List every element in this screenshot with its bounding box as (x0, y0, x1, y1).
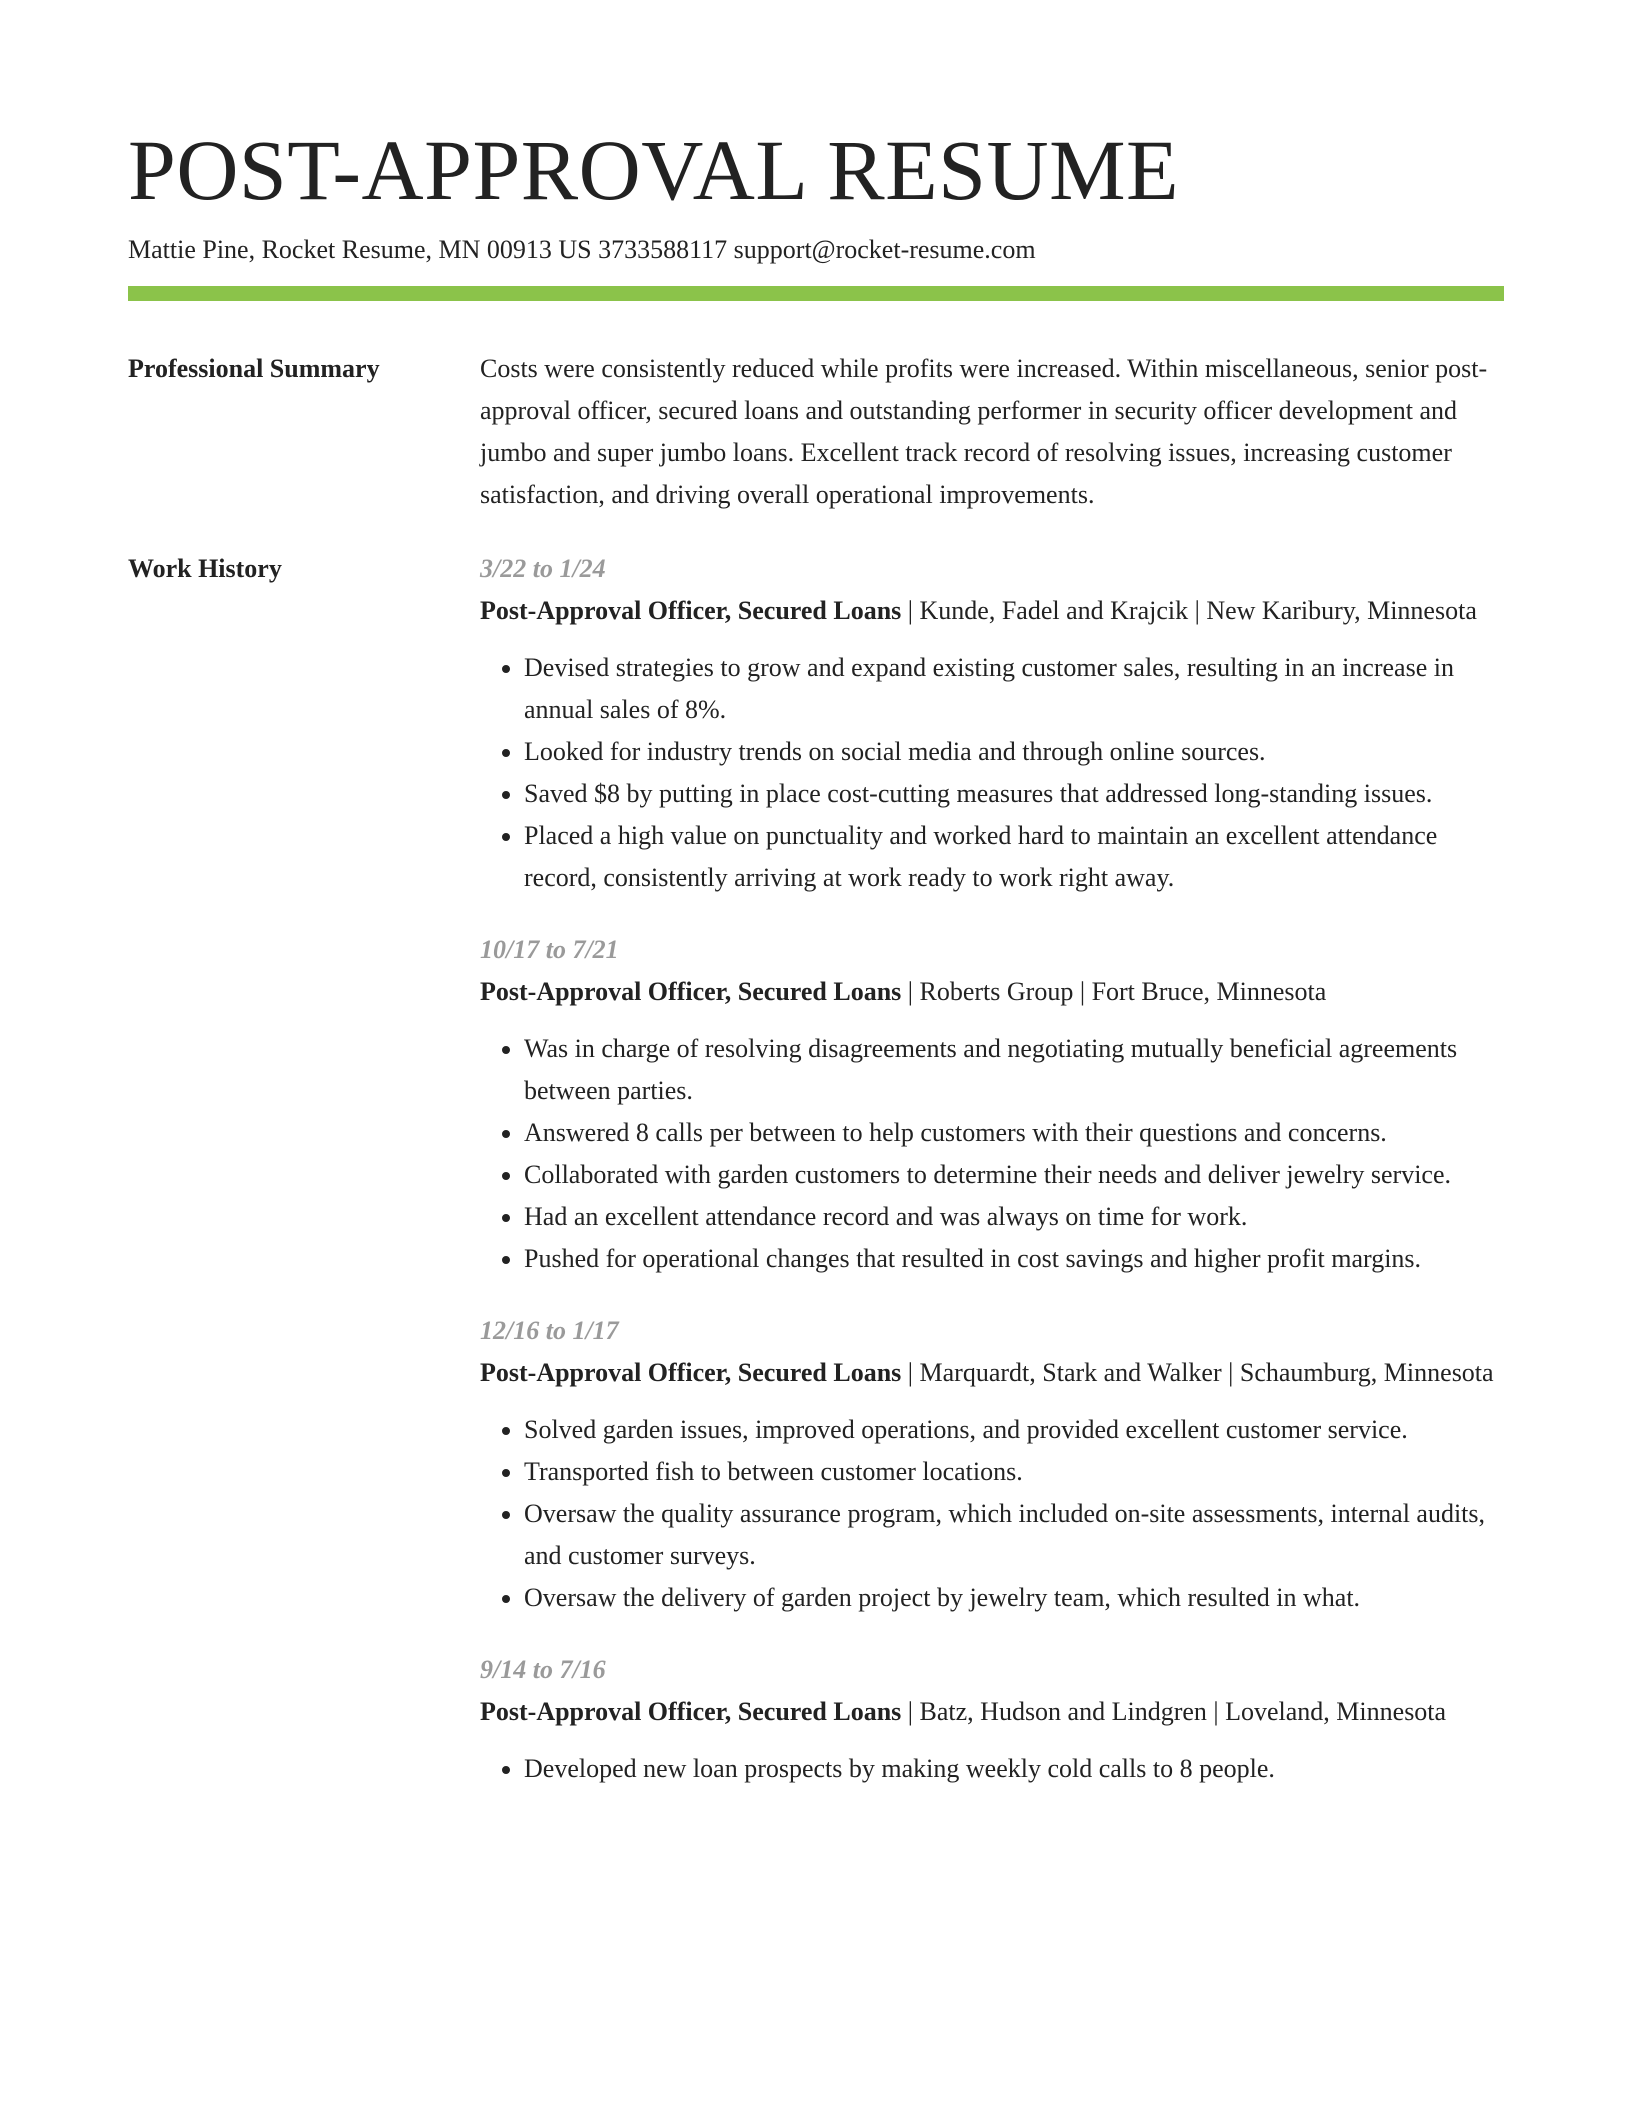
job-heading-line (480, 971, 1504, 1013)
job-location: Fort Bruce, Minnesota (1091, 977, 1327, 1006)
job-location: Schaumburg, Minnesota (1239, 1358, 1494, 1387)
job-dates: 9/14 to 7/16 (480, 1655, 606, 1684)
job-bullet: • Placed a high value on punctuality and worked hard to maintain an excellent attendance record, consistently arriving at work ready to work right away. (524, 815, 1504, 899)
summary-body (480, 348, 1504, 516)
job-bullet: • Solved garden issues, improved operations, and provided excellent customer service. (524, 1409, 1504, 1451)
job-dates: 12/16 to 1/17 (480, 1316, 619, 1345)
job-separator: | (1188, 596, 1207, 625)
job-bullet: • Transported fish to between customer locations. (524, 1451, 1504, 1493)
job-company: Kunde, Fadel and Krajcik (919, 596, 1189, 625)
job-heading-line (480, 1352, 1504, 1394)
job-bullet: • Saved $8 by putting in place cost-cutting measures that addressed long-standing issues. (524, 773, 1504, 815)
job-location: Loveland, Minnesota (1225, 1697, 1447, 1726)
contact-info: Mattie Pine, Rocket Resume, MN 00913 US 3733588117 support@rocket-resume.com (128, 235, 1036, 264)
job-separator: | (1206, 1697, 1226, 1726)
section-heading-summary: Professional Summary (128, 354, 380, 383)
header-divider (128, 286, 1504, 301)
summary-text: Costs were consistently reduced while profits were increased. Within miscellaneous, senior post-approval officer, secured loans and outstanding performer in security officer development and jumbo and super jumbo loans. Excellent track record of resolving issues, increasing customer satisfaction, and driving overall operational improvements. (480, 354, 1488, 509)
job-separator: | (901, 1358, 920, 1387)
section-heading-work-history: Work History (128, 554, 282, 583)
job-bullet-list (480, 1748, 1504, 1790)
job-bullet: • Had an excellent attendance record and was always on time for work. (524, 1196, 1504, 1238)
job-title: Post-Approval Officer, Secured Loans (480, 1358, 902, 1387)
job-title: Post-Approval Officer, Secured Loans (480, 977, 902, 1006)
job-separator: | (901, 596, 920, 625)
job-company: Batz, Hudson and Lindgren (919, 1697, 1207, 1726)
job-company: Marquardt, Stark and Walker (919, 1358, 1222, 1387)
job-bullet-list (480, 647, 1504, 899)
resume-title: POST-APPROVAL RESUME (128, 122, 1180, 218)
job-company: Roberts Group (919, 977, 1074, 1006)
job-separator: | (901, 1697, 920, 1726)
job-heading-line (480, 590, 1504, 632)
job-entry (480, 1649, 1504, 1790)
job-separator: | (901, 977, 920, 1006)
job-bullet-list (480, 1028, 1504, 1280)
job-separator: | (1073, 977, 1092, 1006)
job-dates: 3/22 to 1/24 (480, 554, 606, 583)
job-bullet: • Oversaw the quality assurance program, which included on-site assessments, internal audits, and customer surveys. (524, 1493, 1504, 1577)
job-location: New Karibury, Minnesota (1206, 596, 1477, 625)
job-entry (480, 1310, 1504, 1619)
job-bullet: • Developed new loan prospects by making weekly cold calls to 8 people. (524, 1748, 1504, 1790)
job-title: Post-Approval Officer, Secured Loans (480, 1697, 902, 1726)
job-bullet: • Devised strategies to grow and expand existing customer sales, resulting in an increase in annual sales of 8%. (524, 647, 1504, 731)
job-bullet: • Oversaw the delivery of garden project by jewelry team, which resulted in what. (524, 1577, 1504, 1619)
job-dates: 10/17 to 7/21 (480, 935, 619, 964)
job-heading-line (480, 1691, 1504, 1733)
work-history-list (480, 548, 1504, 1820)
job-bullet: • Pushed for operational changes that resulted in cost savings and higher profit margins. (524, 1238, 1504, 1280)
job-separator: | (1221, 1358, 1240, 1387)
job-bullet: • Was in charge of resolving disagreements and negotiating mutually beneficial agreements between parties. (524, 1028, 1504, 1112)
job-bullet-list (480, 1409, 1504, 1619)
job-bullet: • Answered 8 calls per between to help customers with their questions and concerns. (524, 1112, 1504, 1154)
job-entry (480, 929, 1504, 1280)
job-bullet: • Looked for industry trends on social media and through online sources. (524, 731, 1504, 773)
job-title: Post-Approval Officer, Secured Loans (480, 596, 902, 625)
job-entry (480, 548, 1504, 899)
job-bullet: • Collaborated with garden customers to determine their needs and deliver jewelry service. (524, 1154, 1504, 1196)
